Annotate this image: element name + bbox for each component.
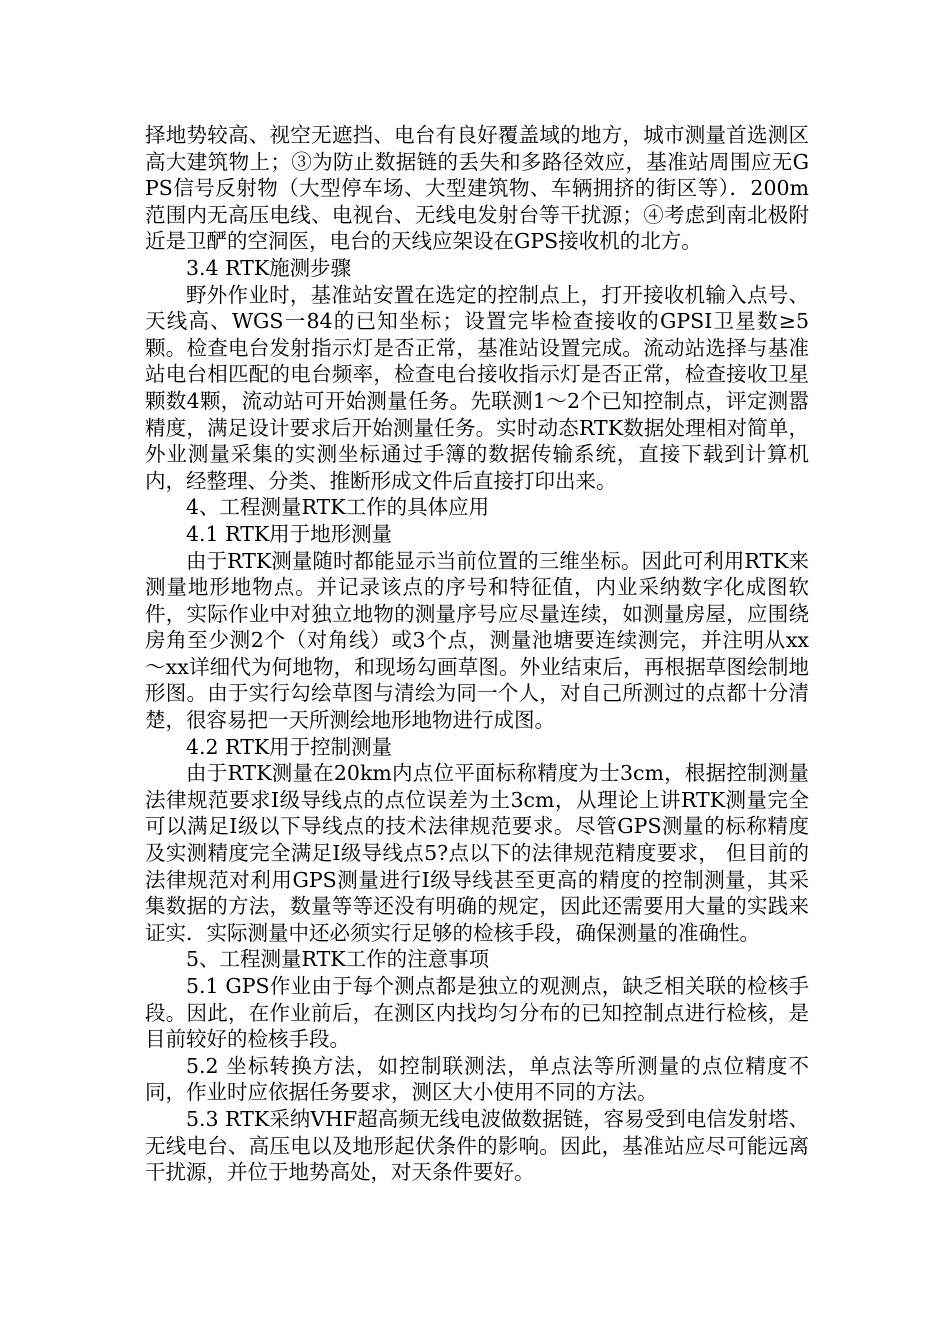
- heading-4-2-control-survey: 4.2 RTK用于控制测量: [186, 734, 393, 759]
- heading-5-precautions: 5、工程测量RTK工作的注意事项: [186, 947, 490, 972]
- paragraph-5-3-data-link: 5.3 RTK采纳VHF超高频无线电波做数据链，容易受到电信发射塔、无线电台、高压电以及地形起伏条件的影响。因此，基准站应尽可能远离干扰源，并位于地势高处，对天条件要好。: [145, 1106, 809, 1185]
- paragraph-topographic-survey: 由于RTK测量随时都能显示当前位置的三维坐标。因此可利用RTK来测量地形地物点。并记录该点的序号和特征值，内业采纳数字化成图软件，实际作业中对独立地物的测量序号应尽量连续，如测量房屋，应围绕房角至少测2个（对角线）或3个点，测量池塘要连续测完，并注明从xx～xx详细代为何地物，和现场勾画草图。外业结束后，再根据草图绘制地形图。由于实行勾绘草图与清绘为同一个人，对自己所测过的点都十分清楚，很容易把一天所测绘地形地物进行成图。: [145, 548, 809, 733]
- paragraph-5-1-check-methods: 5.1 GPS作业由于每个测点都是独立的观测点，缺乏相关联的检核手段。因此，在作业前后，在测区内找均匀分布的已知控制点进行检核，是目前较好的检核手段。: [145, 974, 809, 1052]
- paragraph-control-survey: 由于RTK测量在20km内点位平面标称精度为士3cm，根据控制测量法律规范要求Ⅰ级导线点的点位误差为土3cm，从理论上讲RTK测量完全可以满足Ⅰ级以下导线点的技术法律规范要求。尽管GPS测量的标称精度及实测精度完全满足Ⅰ级导线点5?点以下的法律规范精度要求， 但目前的法律规范对利用GPS测量进行Ⅰ级导线甚至更高的精度的控制测量，其采集数据的方法，数量等等还没有明确的规定，因此还需要用大量的实践来证实．实际测量中还必须实行足够的检核手段，确保测量的准确性。: [145, 761, 809, 945]
- paragraph-field-operation: 野外作业时，基准站安置在选定的控制点上，打开接收机输入点号、天线高、WGS一84的已知坐标；设置完毕检查接收的GPSI卫星数≥5颗。检查电台发射指示灯是否正常，基准站设置完成。流动站选择与基准站电台相匹配的电台频率，检查电台接收指示灯是否正常，检查接收卫星颗数4颗，流动站可开始测量任务。先联测1～2个已知控制点，评定测嚣精度，满足设计要求后开始测量任务。实时动态RTK数据处理相对简单，外业测量采集的实测坐标通过手簿的数据传输系统，直接下载到计算机内，经整理、分类、推断形成文件后直接打印出来。: [145, 282, 809, 493]
- paragraph-5-2-coordinate-conversion: 5.2 坐标转换方法，如控制联测法，单点法等所测量的点位精度不同，作业时应依据任务要求，测区大小使用不同的方法。: [145, 1053, 809, 1105]
- paragraph-continued-site-selection: 择地势较高、视空无遮挡、电台有良好覆盖域的地方，城市测量首选测区高大建筑物上；③为防止数据链的丢失和多路径效应，基准站周围应无GPS信号反射物（大型停车场、大型建筑物、车辆拥挤的街区等）．200m范围内无高压电线、电视台、无线电发射台等干扰源；④考虑到南北极附近是卫酽的空洞医，电台的天线应架设在GPS接收机的北方。: [145, 123, 809, 254]
- document-page: [145, 122, 809, 1186]
- heading-4-1-topographic-survey: 4.1 RTK用于地形测量: [186, 521, 393, 546]
- heading-3-4-rtk-steps: 3.4 RTK施测步骤: [186, 255, 352, 280]
- heading-4-rtk-applications: 4、工程测量RTK工作的具体应用: [186, 495, 490, 520]
